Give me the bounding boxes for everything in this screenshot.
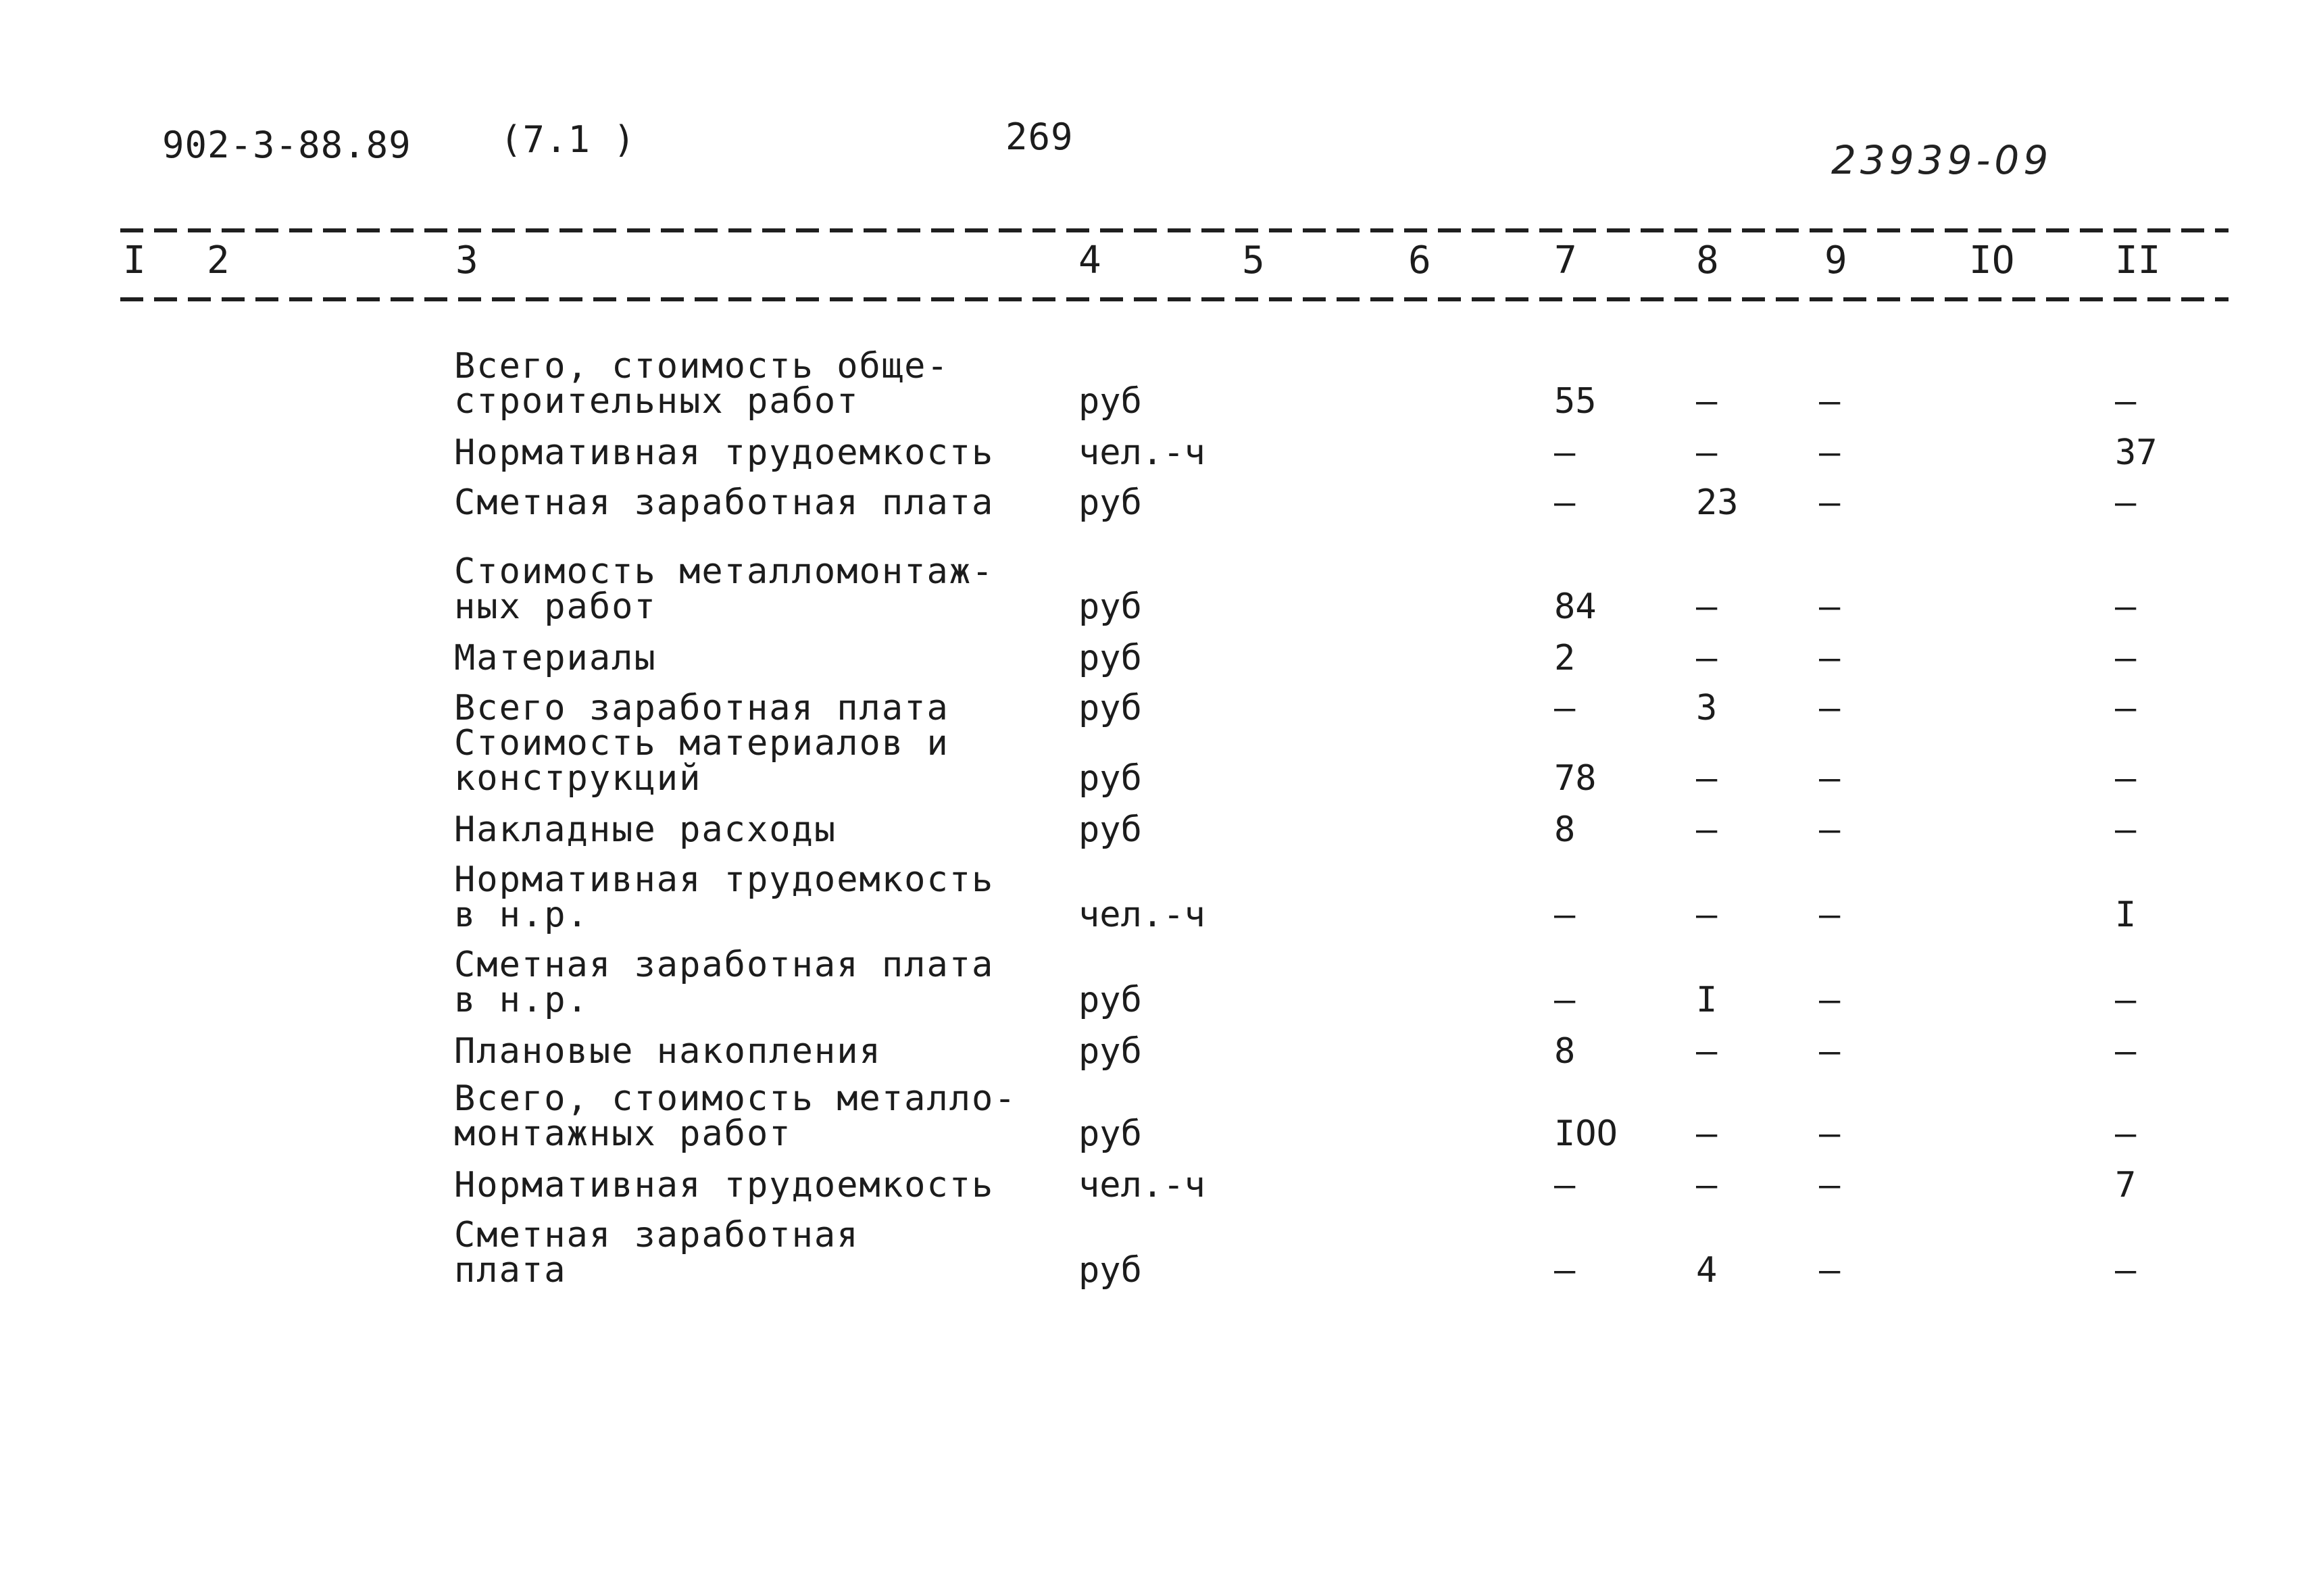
item-description-line: строительных работ [454, 381, 860, 422]
column-8-cell: 3 [1696, 688, 1718, 728]
column-7-cell: 2 [1554, 638, 1576, 678]
table-row [0, 723, 2315, 799]
column-11-cell: 37 [2115, 432, 2158, 473]
unit-cell: руб [1078, 1114, 1142, 1154]
column-7-cell: 8 [1554, 809, 1576, 850]
column-8-cell: – [1696, 432, 1718, 473]
column-number-7: 7 [1554, 239, 1577, 282]
column-7-cell: 8 [1554, 1031, 1576, 1072]
item-description-line: Всего, стоимость металло- [454, 1078, 1017, 1119]
column-9-cell: – [1819, 1165, 1841, 1205]
column-7-cell: – [1554, 482, 1576, 523]
section-number: (7.1 ) [500, 118, 637, 161]
unit-cell: руб [1078, 980, 1142, 1020]
column-7-cell: – [1554, 432, 1576, 473]
column-11-cell: – [2115, 980, 2137, 1020]
item-description-line: Сметная заработная [454, 1215, 860, 1255]
column-9-cell: – [1819, 1114, 1841, 1154]
column-9-cell: – [1819, 688, 1841, 728]
column-number-3: 3 [455, 239, 478, 282]
column-7-cell: – [1554, 1165, 1576, 1205]
column-9-cell: – [1819, 482, 1841, 523]
handwritten-document-number: 23939-09 [1831, 137, 2053, 183]
column-9-cell: – [1819, 895, 1841, 935]
item-description-line: Нормативная трудоемкость [454, 432, 995, 473]
column-9-cell: – [1819, 638, 1841, 678]
column-number-9: 9 [1824, 239, 1847, 282]
item-description-line: в н.р. [454, 980, 589, 1020]
column-7-cell: 84 [1554, 587, 1597, 627]
item-description-line: Стоимость материалов и [454, 723, 949, 764]
item-description [454, 482, 995, 523]
item-description-line: Нормативная трудоемкость [454, 1165, 995, 1205]
item-description [454, 1031, 882, 1072]
table-row [0, 346, 2315, 422]
column-number-8: 8 [1696, 239, 1719, 282]
table-row [0, 1078, 2315, 1154]
column-8-cell: – [1696, 1165, 1718, 1205]
column-8-cell: – [1696, 587, 1718, 627]
table-header-bottom-rule [120, 297, 2229, 301]
item-description-line: Стоимость металломонтаж- [454, 551, 995, 592]
document-code: 902-3-88.89 [162, 124, 412, 166]
item-description [454, 947, 994, 1018]
column-number-11: II [2115, 239, 2161, 282]
table-row [0, 1162, 2315, 1203]
column-9-cell: – [1819, 758, 1841, 799]
column-8-cell: – [1696, 1031, 1718, 1072]
column-11-cell: 7 [2115, 1165, 2137, 1205]
unit-cell: руб [1078, 1031, 1142, 1072]
column-8-cell: – [1696, 381, 1718, 422]
column-11-cell: – [2115, 688, 2137, 728]
column-8-cell: 4 [1696, 1250, 1718, 1291]
unit-cell: чел.-ч [1078, 895, 1205, 935]
column-7-cell: 55 [1554, 381, 1597, 422]
unit-cell: руб [1078, 809, 1142, 850]
column-9-cell: – [1819, 809, 1841, 850]
table-row [0, 945, 2315, 1020]
item-description-line: Материалы [454, 638, 657, 678]
item-description [454, 346, 949, 422]
table-row [0, 685, 2315, 726]
table-row [0, 859, 2315, 935]
column-8-cell: – [1696, 1114, 1718, 1154]
unit-cell: руб [1078, 587, 1142, 627]
item-description-line: монтажных работ [454, 1114, 792, 1154]
item-description-line: Плановые накопления [454, 1031, 882, 1072]
column-11-cell: – [2115, 809, 2137, 850]
column-9-cell: – [1819, 1031, 1841, 1072]
column-8-cell: – [1696, 809, 1718, 850]
table-top-rule [120, 228, 2229, 232]
column-number-5: 5 [1242, 239, 1265, 282]
item-description [454, 1078, 1017, 1154]
column-8-cell: 23 [1696, 482, 1739, 523]
table-row [0, 551, 2315, 627]
item-description-line: Всего, стоимость обще- [454, 346, 949, 386]
item-description-line: конструкций [454, 758, 702, 799]
item-description-line: Сметная заработная плата [454, 945, 995, 985]
item-description-line: Накладные расходы [454, 809, 837, 850]
item-description-line: плата [454, 1250, 567, 1291]
item-description-line: Сметная заработная плата [454, 482, 995, 523]
column-8-cell: – [1696, 895, 1718, 935]
table-row [0, 1028, 2315, 1072]
unit-cell: чел.-ч [1078, 1165, 1205, 1205]
item-description [454, 1215, 860, 1291]
column-11-cell: – [2115, 1031, 2137, 1072]
column-11-cell: – [2115, 482, 2137, 523]
unit-cell: руб [1078, 1250, 1142, 1291]
column-number-6: 6 [1408, 239, 1431, 282]
table-row [0, 430, 2315, 473]
unit-cell: руб [1078, 758, 1142, 799]
column-11-cell: – [2115, 1114, 2137, 1154]
table-row [0, 635, 2315, 676]
item-description [454, 723, 949, 799]
column-9-cell: – [1819, 980, 1841, 1020]
column-11-cell: – [2115, 638, 2137, 678]
column-11-cell: – [2115, 1250, 2137, 1291]
table-row [0, 807, 2315, 850]
item-description-line: Всего заработная плата [454, 688, 949, 728]
column-number-1: I [123, 239, 146, 282]
column-9-cell: – [1819, 1250, 1841, 1291]
column-11-cell: I [2115, 895, 2137, 935]
column-7-cell: – [1554, 688, 1576, 728]
column-11-cell: – [2115, 587, 2137, 627]
item-description [454, 638, 657, 678]
unit-cell: руб [1078, 482, 1142, 523]
table-row [0, 1215, 2315, 1291]
item-description [454, 1165, 995, 1205]
column-11-cell: – [2115, 758, 2137, 799]
item-description-line: в н.р. [454, 895, 589, 935]
column-9-cell: – [1819, 432, 1841, 473]
column-11-cell: – [2115, 381, 2137, 422]
column-7-cell: – [1554, 1250, 1576, 1291]
column-7-cell: – [1554, 895, 1576, 935]
column-number-2: 2 [207, 239, 230, 282]
column-8-cell: I [1696, 980, 1718, 1020]
table-row [0, 480, 2315, 523]
column-number-4: 4 [1078, 239, 1101, 282]
item-description [454, 859, 995, 935]
unit-cell: чел.-ч [1078, 432, 1205, 473]
item-description [454, 688, 949, 728]
item-description [454, 551, 995, 627]
item-description [454, 809, 837, 850]
column-7-cell: 78 [1554, 758, 1597, 799]
item-description-line: Нормативная трудоемкость [454, 859, 995, 900]
unit-cell: руб [1078, 688, 1142, 728]
column-7-cell: – [1554, 980, 1576, 1020]
page-number: 269 [1005, 116, 1074, 158]
item-description [454, 432, 995, 473]
item-description-line: ных работ [454, 587, 657, 627]
column-8-cell: – [1696, 758, 1718, 799]
unit-cell: руб [1078, 381, 1142, 422]
unit-cell: руб [1078, 638, 1142, 678]
column-number-10: IO [1969, 239, 2015, 282]
column-8-cell: – [1696, 638, 1718, 678]
column-7-cell: IOO [1554, 1114, 1618, 1154]
column-9-cell: – [1819, 587, 1841, 627]
column-9-cell: – [1819, 381, 1841, 422]
